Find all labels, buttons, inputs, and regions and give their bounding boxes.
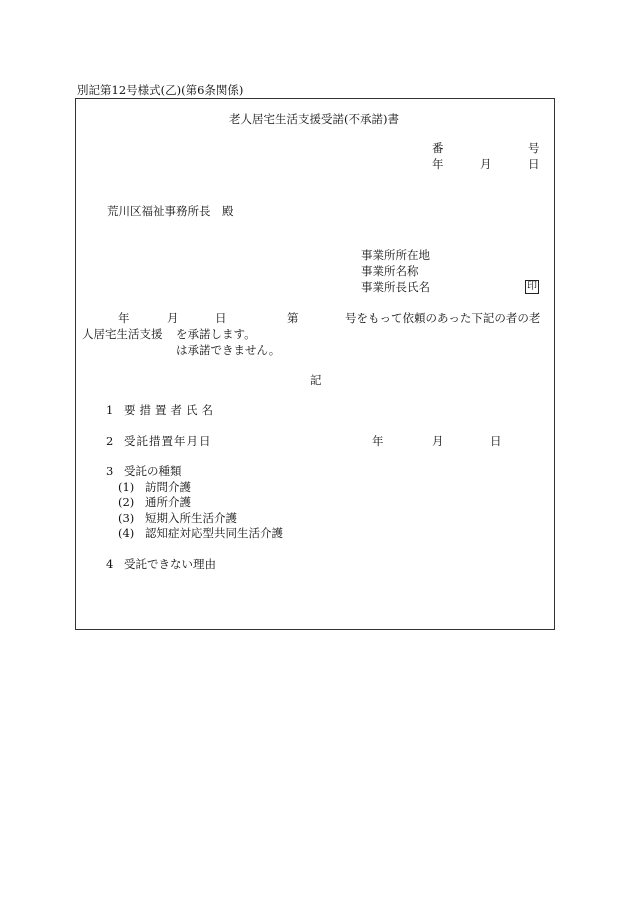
item-2-label: 受託措置年月日: [124, 434, 212, 448]
item-3-label: 受託の種類: [124, 464, 182, 478]
number-label-ban: 番: [432, 141, 444, 155]
issue-date-month: 月: [480, 157, 492, 171]
service-name-continuation: 人居宅生活支援: [82, 327, 163, 341]
item-1-number: 1: [106, 403, 114, 417]
item-2-month: 月: [432, 434, 444, 448]
seal-mark: 印: [527, 281, 537, 292]
item-3-number: 3: [106, 464, 114, 478]
item-2-year: 年: [372, 434, 384, 448]
issue-date-year: 年: [432, 157, 444, 171]
service-type-label: 訪問介護: [145, 480, 191, 494]
form-header-note: 別記第12号様式(乙)(第6条関係): [77, 83, 244, 97]
request-number-dai: 第: [287, 311, 299, 325]
request-date-day: 日: [215, 311, 227, 325]
item-4-label: 受託できない理由: [124, 557, 216, 571]
office-address-label: 事業所所在地: [361, 248, 430, 262]
request-date-year: 年: [118, 311, 130, 325]
service-type-number: (1): [118, 480, 135, 494]
issue-date-day: 日: [528, 157, 540, 171]
service-type-number: (4): [118, 526, 135, 540]
service-type-number: (3): [118, 511, 135, 525]
office-director-label: 事業所長氏名: [361, 280, 430, 294]
item-1-label: 要措置者氏名: [124, 403, 217, 417]
service-type-number: (2): [118, 495, 135, 509]
addressee: 荒川区福祉事務所長 殿: [107, 204, 234, 218]
item-2-day: 日: [490, 434, 502, 448]
office-name-label: 事業所名称: [361, 264, 419, 278]
item-2-number: 2: [106, 434, 114, 448]
request-date-month: 月: [167, 311, 179, 325]
service-type-label: 短期入所生活介護: [145, 511, 237, 525]
request-text: 号をもって依頼のあった下記の者の老: [345, 311, 541, 325]
form-frame: [75, 98, 555, 630]
accept-text: を承諾します。: [176, 327, 256, 341]
number-label-go: 号: [528, 141, 540, 155]
item-4-number: 4: [106, 557, 114, 571]
service-type-label: 通所介護: [145, 495, 191, 509]
reject-text: は承諾できません。: [176, 343, 281, 357]
ki-heading: 記: [310, 373, 322, 387]
service-type-label: 認知症対応型共同生活介護: [145, 526, 283, 540]
document-title: 老人居宅生活支援受諾(不承諾)書: [229, 112, 399, 126]
